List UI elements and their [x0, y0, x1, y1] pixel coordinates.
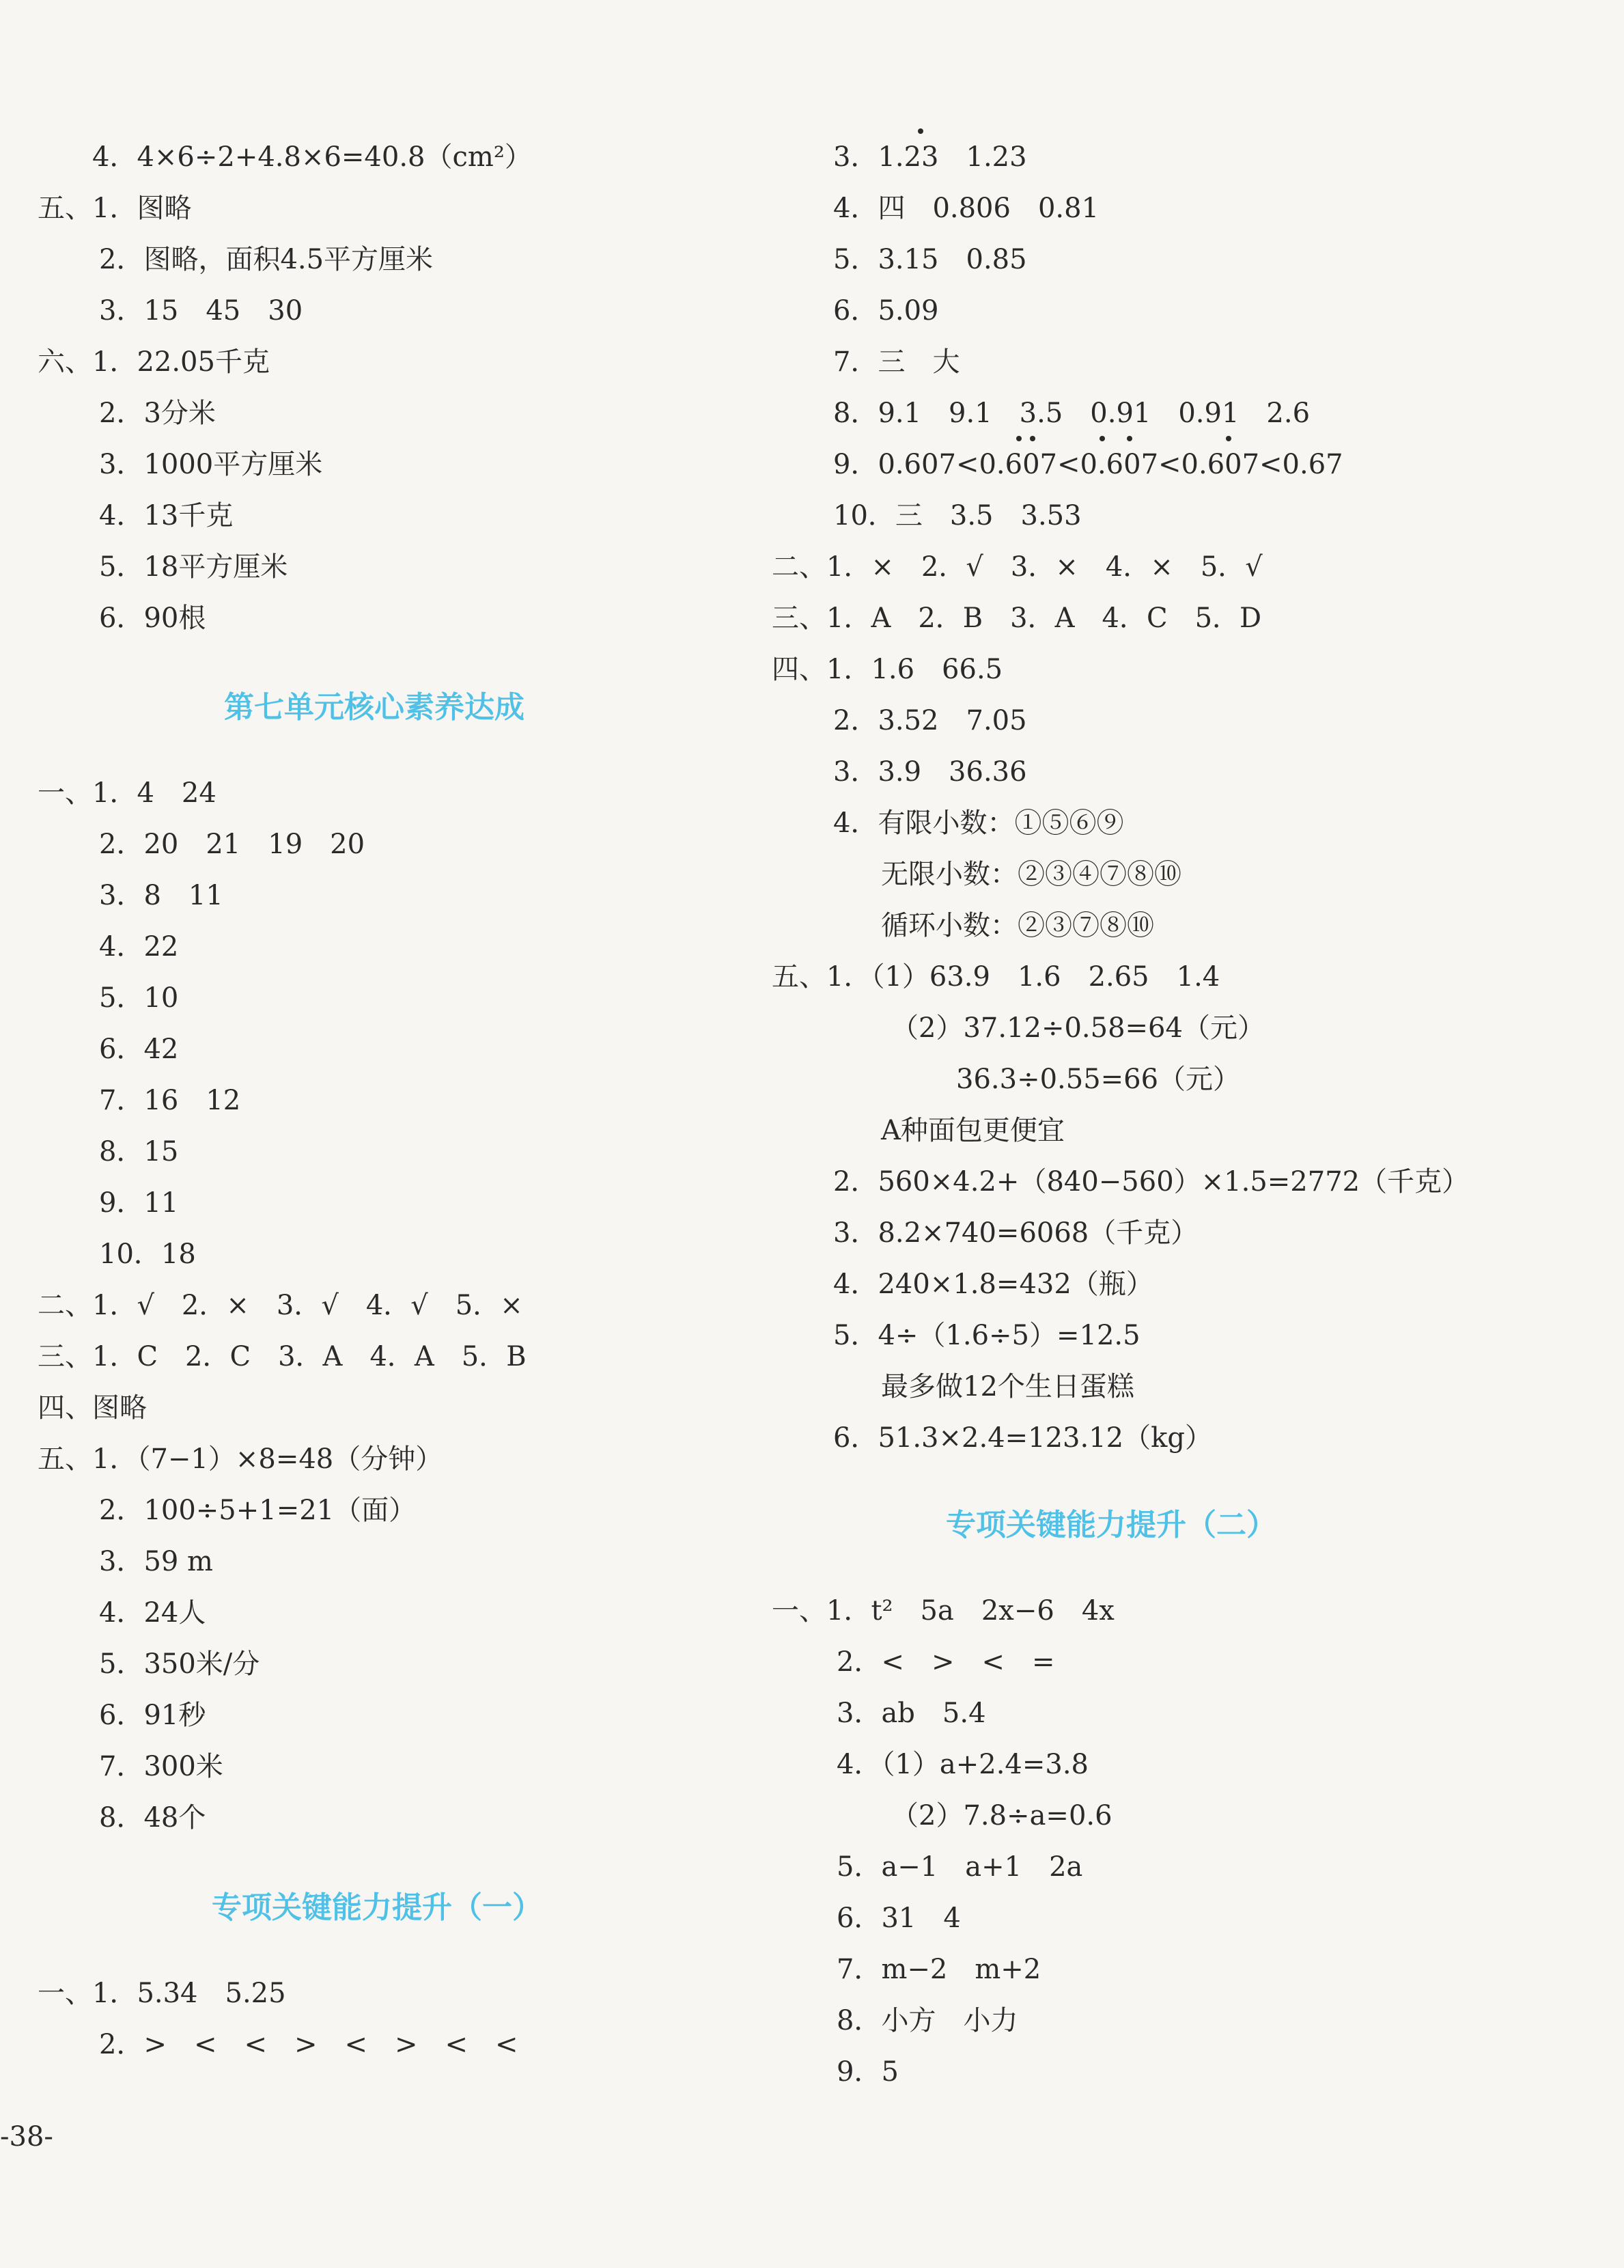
answer-line: 5．18平方厘米 — [99, 551, 288, 583]
answer-line: 5．10 — [99, 982, 179, 1014]
answer-line: （2）7.8÷a=0.6 — [891, 1800, 1112, 1831]
answer-line: 一、1．5.34 5.25 — [38, 1978, 286, 2009]
answer-line: 4．240×1.8=432（瓶） — [833, 1269, 1153, 1300]
answer-line: 36.3÷0.55=66（元） — [956, 1064, 1241, 1095]
recurring-dot-mark — [1030, 436, 1035, 441]
answer-line: 3．3.9 36.36 — [833, 756, 1027, 788]
answer-line: 6．42 — [99, 1034, 179, 1065]
recurring-dot-mark — [1016, 436, 1022, 441]
answer-line: 六、1．22.05千克 — [38, 346, 270, 378]
answer-line: 2．20 21 19 20 — [99, 829, 365, 860]
answer-line: 3．8.2×740=6068（千克） — [833, 1217, 1199, 1249]
answer-line: 4．4×6÷2+4.8×6=40.8（cm²） — [92, 141, 532, 173]
answer-line: 4．（1）a+2.4=3.8 — [837, 1749, 1089, 1780]
answer-line: 最多做12个生日蛋糕 — [881, 1371, 1134, 1402]
answer-line: 2．100÷5+1=21（面） — [99, 1495, 417, 1526]
answer-line: 3．1000平方厘米 — [99, 449, 323, 480]
answer-line: 8．小方 小力 — [837, 2005, 1018, 2036]
recurring-dot-mark — [1127, 436, 1132, 441]
answer-line: 5．350米/分 — [99, 1648, 260, 1680]
answer-line: 9．11 — [99, 1187, 179, 1219]
answer-line: A种面包更便宜 — [881, 1115, 1065, 1146]
answer-line: 五、1．（1）63.9 1.6 2.65 1.4 — [772, 961, 1220, 993]
answer-line: 4．22 — [99, 931, 179, 963]
answer-line: （2）37.12÷0.58=64（元） — [891, 1012, 1265, 1044]
answer-line: 二、1．× 2．√ 3．× 4．× 5．√ — [772, 551, 1263, 583]
answer-line: 2．3.52 7.05 — [833, 705, 1027, 736]
answer-line: 10．18 — [99, 1239, 196, 1270]
answer-line: 5．a−1 a+1 2a — [837, 1851, 1083, 1883]
answer-line: 7．16 12 — [99, 1085, 241, 1116]
answer-line: 6．31 4 — [837, 1903, 961, 1934]
answer-line: 3．1.23 1.23 — [833, 141, 1027, 173]
answer-line: 3．59 m — [99, 1546, 213, 1577]
answer-line: 2．< > < = — [837, 1646, 1055, 1678]
answer-line: 五、1．图略 — [38, 193, 192, 224]
answer-line: 3．ab 5.4 — [837, 1698, 986, 1729]
answer-line: 4．24人 — [99, 1597, 206, 1629]
answer-line: 10．三 3.5 3.53 — [833, 500, 1082, 531]
answer-line: 2．> < < > < > < < — [99, 2029, 518, 2060]
answer-line: 9．0.607<0.607<0.607<0.607<0.67 — [833, 449, 1343, 480]
answer-line: 7．三 大 — [833, 346, 960, 378]
answer-line: 2．3分米 — [99, 398, 216, 429]
answer-line: 5．4÷（1.6÷5）=12.5 — [833, 1320, 1140, 1351]
section-heading-special-2: 专项关键能力提升（二） — [946, 1508, 1276, 1543]
page-number: -38- — [0, 2121, 53, 2153]
answer-line: 3．8 11 — [99, 880, 223, 911]
answer-line: 五、1．（7−1）×8=48（分钟） — [38, 1443, 443, 1475]
answer-line: 四、1．1.6 66.5 — [772, 654, 1003, 685]
answer-line: 8．9.1 9.1 3.5 0.91 0.91 2.6 — [833, 398, 1311, 429]
answer-line: 8．15 — [99, 1136, 179, 1167]
answer-line: 6．91秒 — [99, 1700, 206, 1731]
section-heading-special-1: 专项关键能力提升（一） — [212, 1890, 542, 1925]
answer-line: 三、1．C 2．C 3．A 4．A 5．B — [38, 1341, 527, 1372]
answer-line: 7．300米 — [99, 1751, 223, 1782]
answer-line: 7．m−2 m+2 — [837, 1954, 1041, 1985]
answer-line: 9．5 — [837, 2056, 899, 2088]
answer-line: 6．5.09 — [833, 295, 939, 327]
answer-line: 2．560×4.2+（840−560）×1.5=2772（千克） — [833, 1166, 1470, 1198]
answer-line: 二、1．√ 2．× 3．√ 4．√ 5．× — [38, 1290, 523, 1321]
answer-line: 三、1．A 2．B 3．A 4．C 5．D — [772, 603, 1262, 634]
answer-line: 无限小数：②③④⑦⑧⑩ — [881, 859, 1181, 890]
recurring-dot-mark — [918, 128, 923, 134]
answer-line: 4．四 0.806 0.81 — [833, 193, 1100, 224]
answer-line: 8．48个 — [99, 1802, 206, 1834]
answer-line: 一、1．t² 5a 2x−6 4x — [772, 1595, 1115, 1627]
answer-line: 一、1．4 24 — [38, 777, 216, 809]
section-heading-unit7: 第七单元核心素养达成 — [224, 690, 524, 725]
recurring-dot-mark — [1226, 436, 1231, 441]
recurring-dot-mark — [1100, 436, 1105, 441]
answer-line: 2．图略，面积4.5平方厘米 — [99, 244, 434, 275]
answer-line: 3．15 45 30 — [99, 295, 303, 327]
answer-line: 四、图略 — [38, 1392, 147, 1424]
answer-line: 4．13千克 — [99, 500, 234, 531]
answer-line: 5．3.15 0.85 — [833, 244, 1027, 275]
answer-line: 循环小数：②③⑦⑧⑩ — [881, 910, 1154, 941]
answer-line: 4．有限小数：①⑤⑥⑨ — [833, 807, 1124, 839]
answer-line: 6．90根 — [99, 603, 206, 634]
answer-line: 6．51.3×2.4=123.12（kg） — [833, 1422, 1212, 1454]
